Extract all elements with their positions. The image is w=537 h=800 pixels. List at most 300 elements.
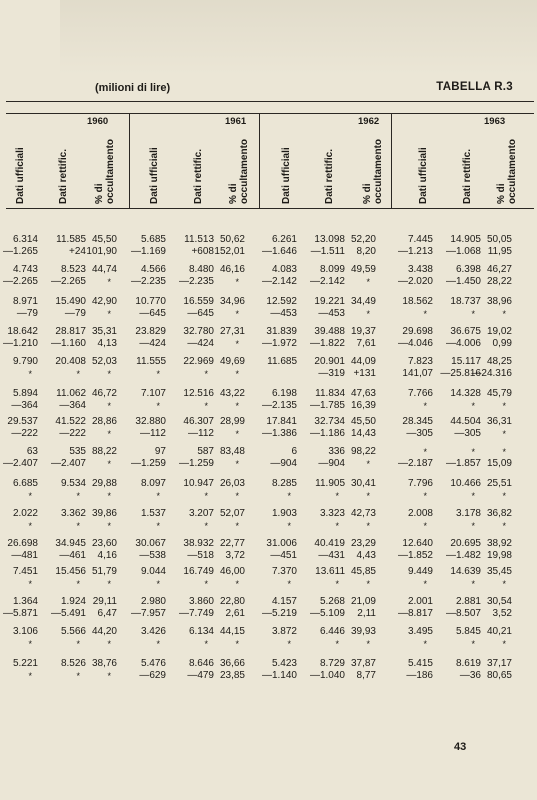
table-cell: 8,77 — [356, 670, 376, 681]
table-cell: 8.526 — [60, 658, 86, 669]
table-cell: 0,99 — [492, 338, 512, 349]
table-cell: 7.451 — [12, 566, 38, 577]
table-cell: 12.516 — [183, 388, 214, 399]
table-cell: —1.259 — [178, 458, 214, 469]
table-cell: 51,79 — [91, 566, 117, 577]
table-cell: 2.022 — [12, 508, 38, 519]
table-cell: * — [156, 639, 160, 649]
table-cell: —305 — [406, 428, 433, 439]
table-cell: * — [287, 579, 291, 589]
table-cell: 19.221 — [314, 296, 345, 307]
table-cell: 152,01 — [214, 246, 245, 257]
table-cell: 38,76 — [91, 658, 117, 669]
table-cell: 336 — [328, 446, 345, 457]
table-cell: 30,54 — [486, 596, 512, 607]
table-cell: * — [366, 521, 370, 531]
table-cell: 15.490 — [55, 296, 86, 307]
table-cell: 44,74 — [91, 264, 117, 275]
table-cell: 5.894 — [12, 388, 38, 399]
table-cell: —2.020 — [397, 276, 433, 287]
table-cell: 20.901 — [314, 356, 345, 367]
table-cell: 7.766 — [407, 388, 433, 399]
table-cell: —364 — [11, 400, 38, 411]
table-cell: 29,11 — [92, 596, 117, 607]
table-cell: 36,66 — [219, 658, 245, 669]
table-cell: 20.695 — [450, 538, 481, 549]
table-cell: 46,72 — [91, 388, 117, 399]
table-cell: 10.466 — [450, 478, 481, 489]
table-cell: 18.642 — [7, 326, 38, 337]
table-cell: 2.008 — [407, 508, 433, 519]
table-cell: 14.639 — [450, 566, 481, 577]
column-header: Dati rettific. — [193, 148, 204, 204]
table-cell: * — [235, 579, 239, 589]
table-cell: 5.845 — [455, 626, 481, 637]
table-cell: 48,25 — [486, 356, 512, 367]
table-cell: —2.135 — [261, 400, 297, 411]
table-cell: 1.537 — [140, 508, 166, 519]
table-cell: —5.491 — [50, 608, 86, 619]
table-cell: —1.265 — [2, 246, 38, 257]
table-cell: * — [156, 369, 160, 379]
table-cell: 1.903 — [271, 508, 297, 519]
table-cell: 11.685 — [267, 356, 297, 367]
table-cell: 13.611 — [315, 566, 345, 577]
table-cell: * — [366, 309, 370, 319]
table-cell: —2.142 — [261, 276, 297, 287]
year-label: 1962 — [358, 116, 380, 127]
table-cell: 3.495 — [407, 626, 433, 637]
table-cell: 14.328 — [450, 388, 481, 399]
table-cell: 44,20 — [91, 626, 117, 637]
table-cell: * — [471, 639, 475, 649]
table-cell: 1.364 — [12, 596, 38, 607]
year-rule — [6, 113, 534, 114]
table-cell: 8.480 — [188, 264, 214, 275]
table-cell: 97 — [154, 446, 166, 457]
column-header: Dati rettific. — [324, 148, 335, 204]
table-cell: * — [423, 491, 427, 501]
table-cell: 34,96 — [219, 296, 245, 307]
table-cell: —4.046 — [397, 338, 433, 349]
table-cell: —25.816 — [440, 368, 481, 379]
year-label: 1963 — [484, 116, 506, 127]
table-cell: 8,20 — [356, 246, 376, 257]
table-cell: * — [366, 639, 370, 649]
table-cell: 6.685 — [12, 478, 38, 489]
table-cell: * — [471, 401, 475, 411]
table-cell: 40,21 — [486, 626, 512, 637]
table-cell: * — [235, 339, 239, 349]
top-rule — [6, 101, 534, 102]
table-cell: 22,80 — [219, 596, 245, 607]
table-cell: —1.857 — [445, 458, 481, 469]
table-cell: * — [235, 429, 239, 439]
table-cell: 28,99 — [219, 416, 245, 427]
table-cell: 46.307 — [183, 416, 214, 427]
table-cell: —424 — [187, 338, 214, 349]
table-cell: —79 — [64, 308, 86, 319]
table-cell: 28,86 — [91, 416, 117, 427]
table-cell: 11.834 — [315, 388, 345, 399]
table-cell: 6.314 — [12, 234, 38, 245]
table-cell: —518 — [187, 550, 214, 561]
table-cell: 26,03 — [219, 478, 245, 489]
table-cell: * — [423, 447, 427, 457]
table-cell: 46,16 — [219, 264, 245, 275]
table-cell: * — [156, 401, 160, 411]
table-cell: * — [502, 401, 506, 411]
table-cell: 46,27 — [486, 264, 512, 275]
table-cell: 5.423 — [271, 658, 297, 669]
column-divider — [391, 113, 392, 208]
table-cell: * — [156, 491, 160, 501]
table-cell: 6,47 — [97, 608, 117, 619]
table-cell: —36 — [459, 670, 481, 681]
table-cell: 44.504 — [450, 416, 481, 427]
table-cell: 16,39 — [350, 400, 376, 411]
table-cell: —629 — [139, 670, 166, 681]
table-cell: 28.345 — [402, 416, 433, 427]
table-cell: 4.743 — [12, 264, 38, 275]
table-cell: 587 — [197, 446, 214, 457]
column-header: % di occultamento — [94, 138, 116, 204]
table-cell: * — [471, 491, 475, 501]
table-cell: 52,03 — [91, 356, 117, 367]
table-cell: 23,29 — [350, 538, 376, 549]
table-cell: 11.062 — [56, 388, 86, 399]
column-divider — [259, 113, 260, 208]
table-cell: * — [471, 309, 475, 319]
table-cell: —431 — [318, 550, 345, 561]
table-cell: * — [107, 491, 111, 501]
table-cell: 12.640 — [402, 538, 433, 549]
table-cell: 7.796 — [407, 478, 433, 489]
table-cell: —451 — [270, 550, 297, 561]
table-cell: 34,49 — [350, 296, 376, 307]
table-cell: 3.178 — [455, 508, 481, 519]
table-cell: —481 — [11, 550, 38, 561]
table-cell: * — [76, 369, 80, 379]
table-cell: 15,09 — [486, 458, 512, 469]
table-cell: * — [366, 277, 370, 287]
table-cell: 50,62 — [219, 234, 245, 245]
table-cell: * — [366, 491, 370, 501]
table-cell: —2.407 — [50, 458, 86, 469]
table-cell: * — [335, 639, 339, 649]
table-cell: 37,87 — [350, 658, 376, 669]
table-cell: —1.386 — [261, 428, 297, 439]
table-cell: 35,31 — [91, 326, 117, 337]
table-cell: —1.972 — [261, 338, 297, 349]
table-cell: 36.675 — [450, 326, 481, 337]
table-cell: 35,45 — [486, 566, 512, 577]
table-cell: —2.265 — [50, 276, 86, 287]
table-cell: 80,65 — [486, 670, 512, 681]
table-cell: 98,22 — [350, 446, 376, 457]
table-cell: 3.860 — [188, 596, 214, 607]
table-cell: —1.646 — [261, 246, 297, 257]
table-cell: 8.099 — [319, 264, 345, 275]
table-cell: 101,90 — [86, 246, 117, 257]
table-cell: 23.829 — [135, 326, 166, 337]
table-cell: 8.097 — [140, 478, 166, 489]
table-cell: —2.407 — [2, 458, 38, 469]
column-divider — [129, 113, 130, 208]
table-cell: * — [235, 277, 239, 287]
table-cell: * — [287, 521, 291, 531]
table-cell: * — [502, 491, 506, 501]
header-bottom-rule — [6, 208, 534, 209]
table-cell: —1.210 — [2, 338, 38, 349]
table-cell: 3.362 — [60, 508, 86, 519]
show-through-text-area — [60, 0, 537, 75]
table-cell: —222 — [11, 428, 38, 439]
table-cell: —1.068 — [445, 246, 481, 257]
table-cell: * — [107, 429, 111, 439]
table-cell: * — [204, 491, 208, 501]
table-cell: 41.522 — [55, 416, 86, 427]
table-cell: 28,22 — [486, 276, 512, 287]
table-cell: 3.426 — [140, 626, 166, 637]
table-cell: 4,16 — [97, 550, 117, 561]
table-cell: 18.737 — [450, 296, 481, 307]
column-header: % di occultamento — [228, 138, 250, 204]
table-cell: 2,61 — [225, 608, 245, 619]
table-cell: 36,31 — [486, 416, 512, 427]
table-cell: 10.947 — [183, 478, 214, 489]
table-cell: * — [502, 639, 506, 649]
table-cell: * — [235, 521, 239, 531]
table-cell: 16.559 — [183, 296, 214, 307]
table-cell: 52,07 — [219, 508, 245, 519]
table-cell: * — [502, 429, 506, 439]
table-cell: * — [423, 579, 427, 589]
table-cell: —8.817 — [397, 608, 433, 619]
year-label: 1960 — [87, 116, 109, 127]
table-cell: —112 — [188, 428, 214, 439]
table-cell: —4.006 — [445, 338, 481, 349]
table-cell: 3.207 — [188, 508, 214, 519]
table-cell: * — [28, 491, 32, 501]
table-cell: * — [235, 491, 239, 501]
table-cell: 6 — [291, 446, 297, 457]
table-cell: 44,09 — [350, 356, 376, 367]
table-cell: * — [28, 369, 32, 379]
column-header: Dati ufficiali — [418, 147, 429, 204]
table-cell: * — [235, 369, 239, 379]
table-cell: 63 — [26, 446, 38, 457]
table-cell: —645 — [187, 308, 214, 319]
table-cell: 3.323 — [319, 508, 345, 519]
table-cell: 11.905 — [315, 478, 345, 489]
table-cell: 9.449 — [407, 566, 433, 577]
table-cell: * — [287, 491, 291, 501]
table-cell: —7.957 — [130, 608, 166, 619]
table-cell: 83,48 — [219, 446, 245, 457]
table-cell: 141,07 — [402, 368, 433, 379]
table-cell: 6.261 — [271, 234, 297, 245]
table-cell: 39.488 — [314, 326, 345, 337]
table-cell: * — [471, 579, 475, 589]
table-cell: 7,61 — [356, 338, 376, 349]
table-cell: —5.219 — [261, 608, 297, 619]
table-cell: —305 — [454, 428, 481, 439]
table-cell: —222 — [59, 428, 86, 439]
table-cell: 8.285 — [271, 478, 297, 489]
table-cell: —2.142 — [309, 276, 345, 287]
table-cell: —1.511 — [310, 246, 345, 257]
column-header: % di occultamento — [362, 138, 384, 204]
table-cell: 2.001 — [407, 596, 433, 607]
table-cell: 30,41 — [350, 478, 376, 489]
table-cell: 38,96 — [486, 296, 512, 307]
table-cell: 5.566 — [60, 626, 86, 637]
table-cell: —1.213 — [397, 246, 433, 257]
table-cell: * — [204, 369, 208, 379]
column-header: Dati ufficiali — [15, 147, 26, 204]
table-cell: 8.971 — [12, 296, 38, 307]
table-id: TABELLA R.3 — [436, 81, 513, 93]
table-cell: 15.456 — [55, 566, 86, 577]
table-cell: 2.980 — [140, 596, 166, 607]
table-cell: * — [423, 401, 427, 411]
table-cell: 11.555 — [136, 356, 166, 367]
table-cell: 11.513 — [184, 234, 214, 245]
table-cell: * — [28, 639, 32, 649]
table-cell: 20.408 — [55, 356, 86, 367]
table-cell: 45,79 — [486, 388, 512, 399]
table-cell: * — [335, 521, 339, 531]
table-cell: * — [502, 447, 506, 457]
table-cell: —1.450 — [445, 276, 481, 287]
table-cell: 27,31 — [219, 326, 245, 337]
table-cell: * — [107, 309, 111, 319]
table-cell: 6.134 — [188, 626, 214, 637]
table-cell: —461 — [59, 550, 86, 561]
table-cell: * — [76, 579, 80, 589]
table-cell: 21,09 — [350, 596, 376, 607]
table-cell: 6.198 — [271, 388, 297, 399]
table-cell: * — [107, 369, 111, 379]
table-cell: 9.790 — [12, 356, 38, 367]
table-cell: —112 — [140, 428, 166, 439]
table-cell: * — [502, 579, 506, 589]
table-cell: +608 — [191, 246, 214, 257]
table-cell: 47,63 — [350, 388, 376, 399]
table-cell: —1.822 — [309, 338, 345, 349]
table-cell: 4.566 — [140, 264, 166, 275]
table-cell: * — [76, 491, 80, 501]
table-cell: —2.235 — [130, 276, 166, 287]
table-cell: * — [28, 671, 32, 681]
table-cell: * — [107, 579, 111, 589]
table-cell: —1.160 — [50, 338, 86, 349]
table-cell: * — [76, 671, 80, 681]
column-header: % di occultamento — [496, 138, 518, 204]
column-header: Dati rettific. — [58, 148, 69, 204]
table-cell: * — [28, 579, 32, 589]
table-cell: 8.729 — [319, 658, 345, 669]
table-cell: —424 — [139, 338, 166, 349]
table-cell: 45,50 — [350, 416, 376, 427]
table-cell: 2.881 — [455, 596, 481, 607]
table-cell: 32.880 — [135, 416, 166, 427]
table-cell: —2.187 — [397, 458, 433, 469]
table-cell: 9.534 — [60, 478, 86, 489]
table-cell: 12.592 — [266, 296, 297, 307]
table-cell: * — [204, 579, 208, 589]
table-cell: * — [423, 639, 427, 649]
table-cell: 3,52 — [492, 608, 512, 619]
table-cell: 23,60 — [91, 538, 117, 549]
table-cell: 31.006 — [266, 538, 297, 549]
table-cell: * — [471, 447, 475, 457]
table-cell: * — [76, 639, 80, 649]
table-cell: —538 — [139, 550, 166, 561]
table-cell: 14.905 — [450, 234, 481, 245]
table-cell: 5.685 — [140, 234, 166, 245]
table-cell: —645 — [139, 308, 166, 319]
year-label: 1961 — [225, 116, 247, 127]
table-cell: * — [204, 521, 208, 531]
table-cell: —1.140 — [261, 670, 297, 681]
table-cell: —904 — [318, 458, 345, 469]
table-cell: 15.117 — [451, 356, 481, 367]
table-cell: 30.067 — [135, 538, 166, 549]
table-cell: 3.438 — [407, 264, 433, 275]
table-cell: 17.841 — [266, 416, 297, 427]
table-cell: +24 — [69, 246, 86, 257]
table-cell: —364 — [59, 400, 86, 411]
table-cell: —5.109 — [309, 608, 345, 619]
table-cell: 52,20 — [350, 234, 376, 245]
table-cell: 29.698 — [402, 326, 433, 337]
table-cell: 88,22 — [91, 446, 117, 457]
table-cell: 2,11 — [357, 608, 376, 619]
table-cell: 535 — [69, 446, 86, 457]
table-cell: 34.945 — [55, 538, 86, 549]
table-cell: 29,88 — [91, 478, 117, 489]
table-cell: * — [335, 579, 339, 589]
table-cell: * — [235, 401, 239, 411]
table-cell: —1.785 — [309, 400, 345, 411]
table-cell: 19,37 — [350, 326, 376, 337]
table-cell: —24.316 — [471, 368, 512, 379]
table-cell: 18.562 — [402, 296, 433, 307]
table-cell: 19,02 — [486, 326, 512, 337]
table-cell: —453 — [318, 308, 345, 319]
table-cell: 5.476 — [140, 658, 166, 669]
table-cell: 4.083 — [271, 264, 297, 275]
table-cell: 26.698 — [7, 538, 38, 549]
table-cell: —319 — [318, 368, 345, 379]
table-cell: 44,15 — [219, 626, 245, 637]
table-cell: * — [107, 521, 111, 531]
table-cell: —1.852 — [397, 550, 433, 561]
column-header: Dati rettific. — [462, 148, 473, 204]
table-cell: 29.537 — [7, 416, 38, 427]
table-cell: +131 — [353, 368, 376, 379]
table-cell: 5.268 — [319, 596, 345, 607]
table-cell: * — [287, 639, 291, 649]
table-cell: * — [107, 401, 111, 411]
table-cell: * — [471, 521, 475, 531]
table-cell: 10.770 — [135, 296, 166, 307]
table-cell: —1.169 — [130, 246, 166, 257]
table-cell: 14,43 — [350, 428, 376, 439]
table-cell: 45,85 — [350, 566, 376, 577]
